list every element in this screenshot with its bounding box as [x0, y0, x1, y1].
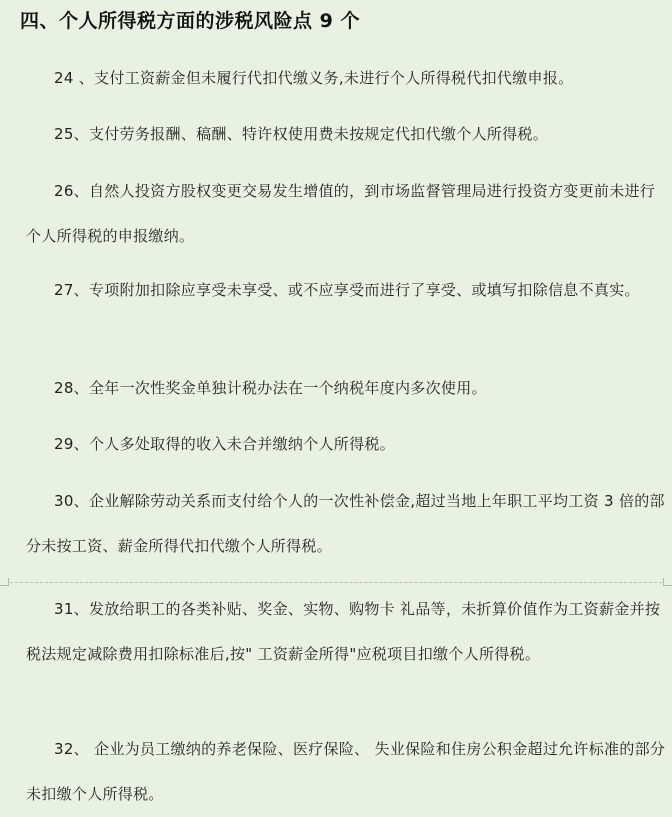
risk-item-30: 30、企业解除劳动关系而支付给个人的一次性补偿金,超过当地上年职工平均工资 3 倍的部分未按工资、薪金所得代扣代缴个人所得税。	[26, 492, 665, 555]
section-heading: 四、个人所得税方面的涉税风险点 9 个	[20, 10, 360, 32]
risk-item-29: 29、个人多处取得的收入未合并缴纳个人所得税。	[54, 435, 395, 453]
page-break-line	[10, 582, 662, 583]
risk-item-25: 25、支付劳务报酬、稿酬、特许权使用费未按规定代扣代缴个人所得税。	[54, 125, 548, 143]
risk-item-32: 32、 企业为员工缴纳的养老保险、医疗保险、 失业保险和住房公积金超过允许标准的部分未扣缴个人所得税。	[26, 740, 666, 803]
risk-item-26: 26、自然人投资方股权变更交易发生增值的，到市场监督管理局进行投资方变更前未进行个人所得税的申报缴纳。	[26, 182, 656, 245]
risk-item-27: 27、专项附加扣除应享受未享受、或不应享受而进行了享受、或填写扣除信息不真实。	[54, 281, 640, 299]
page-corner-mark-left	[0, 578, 9, 586]
risk-item-31: 31、发放给职工的各类补贴、奖金、实物、购物卡 礼品等，未折算价值作为工资薪金并按税法规定减除费用扣除标准后,按" 工资薪金所得"应税项目扣缴个人所得税。	[26, 600, 661, 663]
risk-item-24: 24 、支付工资薪金但未履行代扣代缴义务,未进行个人所得税代扣代缴申报。	[54, 69, 574, 87]
risk-item-28: 28、全年一次性奖金单独计税办法在一个纳税年度内多次使用。	[54, 379, 487, 397]
page-corner-mark-right	[663, 578, 672, 586]
page-break-separator	[0, 581, 672, 584]
